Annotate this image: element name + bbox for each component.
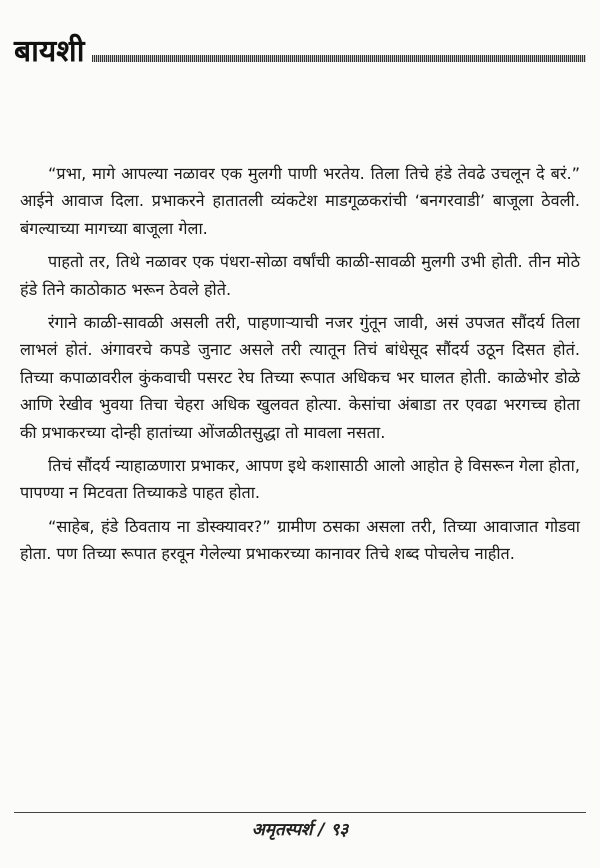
paragraph-1: “प्रभा, मागे आपल्या नळावर एक मुलगी पाणी भरतेय. तिला तिचे हंडे तेवढे उचलून दे बरं.” आईने आवाज दिला. प्रभाकरने हातातली व्यंकटेश माडगूळकरांची ‘बनगरवाडी’ बाजूला ठेवली. बंगल्याच्या मागच्या बाजूला गेला.	[20, 164, 580, 238]
paragraph-5: “साहेब, हंडे ठिवताय ना डोस्क्यावर?” ग्रामीण ठसका असला तरी, तिच्या आवाजात गोडवा होता. पण तिच्या रूपात हरवून गेलेल्या प्रभाकरच्या कानावर तिचे शब्द पोचलेच नाहीत.	[20, 516, 580, 564]
paragraph-3: रंगाने काळी-सावळी असली तरी, पाहणाऱ्याची नजर गुंतून जावी, असं उपजत सौंदर्य तिला लाभलं होतं. अंगावरचे कपडे जुनाट असले तरी त्यातून तिचं बांधेसूद सौंदर्य उठून दिसत होतं. तिच्या कपाळावरील कुंकवाची पसरट रेघ तिच्या रूपात अधिकच भर घालत होती. काळेभोर डोळे आणि रेखीव भुवया तिचा चेहरा अधिक खुलवत होत्या. केसांचा अंबाडा तर एवढा भरगच्च होता की प्रभाकरच्या दोन्ही हातांच्या ओंजळीतसुद्धा तो मावला नसता.	[20, 313, 580, 442]
chapter-body	[20, 160, 580, 574]
footer-divider	[14, 812, 586, 813]
paragraph-2: पाहतो तर, तिथे नळावर एक पंधरा-सोळा वर्षांची काळी-सावळी मुलगी उभी होती. तीन मोठे हंडे तिने काठोकाठ भरून ठेवले होते.	[20, 252, 580, 299]
title-underline	[92, 55, 586, 62]
page-footer: अमृतस्पर्श / ९३	[251, 820, 349, 840]
paragraph-4: तिचं सौंदर्य न्याहाळणारा प्रभाकर, आपण इथे कशासाठी आलो आहोत हे विसरून गेला होता, पापण्या न मिटवता तिच्याकडे पाहत होता.	[20, 456, 580, 503]
chapter-title: बायशी	[14, 34, 85, 69]
chapter-header	[14, 34, 586, 70]
